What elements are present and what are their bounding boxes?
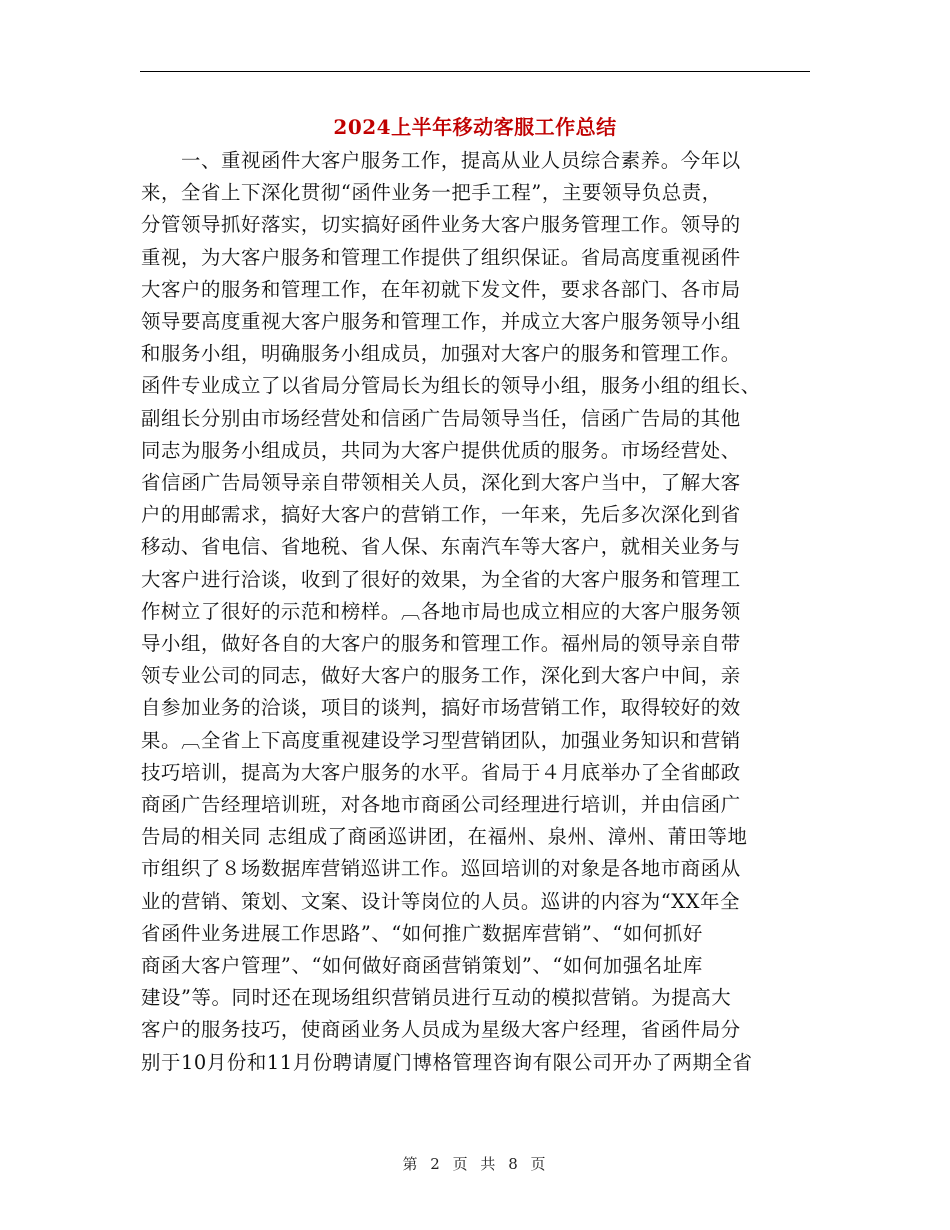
footer-current-page: 2 bbox=[430, 1155, 442, 1173]
document-title: 2024上半年移动客服工作总结 bbox=[333, 115, 617, 139]
body-line: 商函大客户管理”、“如何做好商函营销策划”、“如何加强名址库 bbox=[141, 954, 703, 978]
body-line: 一、重视函件大客户服务工作，提高从业人员综合素养。今年以 bbox=[141, 149, 741, 172]
body-line: 移动、省电信、省地税、省人保、东南汽车等大客户，就相关业务与 bbox=[141, 535, 741, 559]
body-line: 大客户进行洽谈，收到了很好的效果，为全省的大客户服务和管理工 bbox=[141, 567, 741, 591]
body-line: 技巧培训，提高为大客户服务的水平。省局于４月底举办了全省邮政 bbox=[141, 760, 741, 784]
body-line: 来，全省上下深化贯彻“函件业务一把手工程”，主要领导负总责， bbox=[141, 181, 722, 205]
footer-total-pages: 8 bbox=[508, 1155, 520, 1173]
body-line: 省信函广告局领导亲自带领相关人员，深化到大客户当中，了解大客 bbox=[141, 471, 741, 495]
body-line: 大客户的服务和管理工作，在年初就下发文件，要求各部门、各市局 bbox=[141, 277, 741, 301]
footer-total-prefix: 共 bbox=[480, 1155, 498, 1173]
document-body bbox=[141, 145, 811, 1079]
body-line: 商函广告经理培训班，对各地市商函公司经理进行培训，并由信函广 bbox=[141, 793, 741, 817]
body-line: 和服务小组，明确服务小组成员，加强对大客户的服务和管理工作。 bbox=[141, 342, 741, 366]
body-line: 市组织了８场数据库营销巡讲工作。巡回培训的对象是各地市商函从 bbox=[141, 857, 741, 881]
body-line: 领专业公司的同志，做好大客户的服务工作，深化到大客户中间，亲 bbox=[141, 664, 741, 688]
body-line: 领导要高度重视大客户服务和管理工作，并成立大客户服务领导小组 bbox=[141, 310, 741, 334]
body-line: 分管领导抓好落实，切实搞好函件业务大客户服务管理工作。领导的 bbox=[141, 213, 741, 237]
body-line: 导小组，做好各自的大客户的服务和管理工作。福州局的领导亲自带 bbox=[141, 632, 741, 656]
body-line: 自参加业务的洽谈，项目的谈判，搞好市场营销工作，取得较好的效 bbox=[141, 696, 741, 720]
header-rule bbox=[140, 71, 810, 72]
footer-page-prefix: 第 bbox=[402, 1155, 420, 1173]
body-line: 函件专业成立了以省局分管局长为组长的领导小组，服务小组的组长、 bbox=[141, 374, 761, 398]
body-line: 客户的服务技巧，使商函业务人员成为星级大客户经理，省函件局分 bbox=[141, 1018, 741, 1042]
body-line: 果。︹全省上下高度重视建设学习型营销团队，加强业务知识和营销 bbox=[141, 728, 741, 752]
body-line: 同志为服务小组成员，共同为大客户提供优质的服务。市场经营处、 bbox=[141, 438, 741, 462]
body-line: 建设”等。同时还在现场组织营销员进行互动的模拟营销。为提高大 bbox=[141, 986, 732, 1010]
body-line: 户的用邮需求，搞好大客户的营销工作，一年来，先后多次深化到省 bbox=[141, 503, 741, 527]
body-line: 重视，为大客户服务和管理工作提供了组织保证。省局高度重视函件 bbox=[141, 245, 741, 269]
footer-page-suffix: 页 bbox=[530, 1155, 548, 1173]
footer-page-mid: 页 bbox=[452, 1155, 470, 1173]
body-line: 作树立了很好的示范和榜样。︹各地市局也成立相应的大客户服务领 bbox=[141, 599, 741, 623]
body-line: 副组长分别由市场经营处和信函广告局领导当任，信函广告局的其他 bbox=[141, 406, 741, 430]
body-line: 业的营销、策划、文案、设计等岗位的人员。巡讲的内容为“XX年全 bbox=[141, 889, 741, 913]
page-footer bbox=[0, 1152, 950, 1176]
body-line: 别于10月份和11月份聘请厦门博格管理咨询有限公司开办了两期全省 bbox=[141, 1050, 753, 1074]
body-line: 告局的相关同 志组成了商函巡讲团，在福州、泉州、漳州、莆田等地 bbox=[141, 825, 748, 849]
body-line: 省函件业务进展工作思路”、“如何推广数据库营销”、“如何抓好 bbox=[141, 921, 703, 945]
